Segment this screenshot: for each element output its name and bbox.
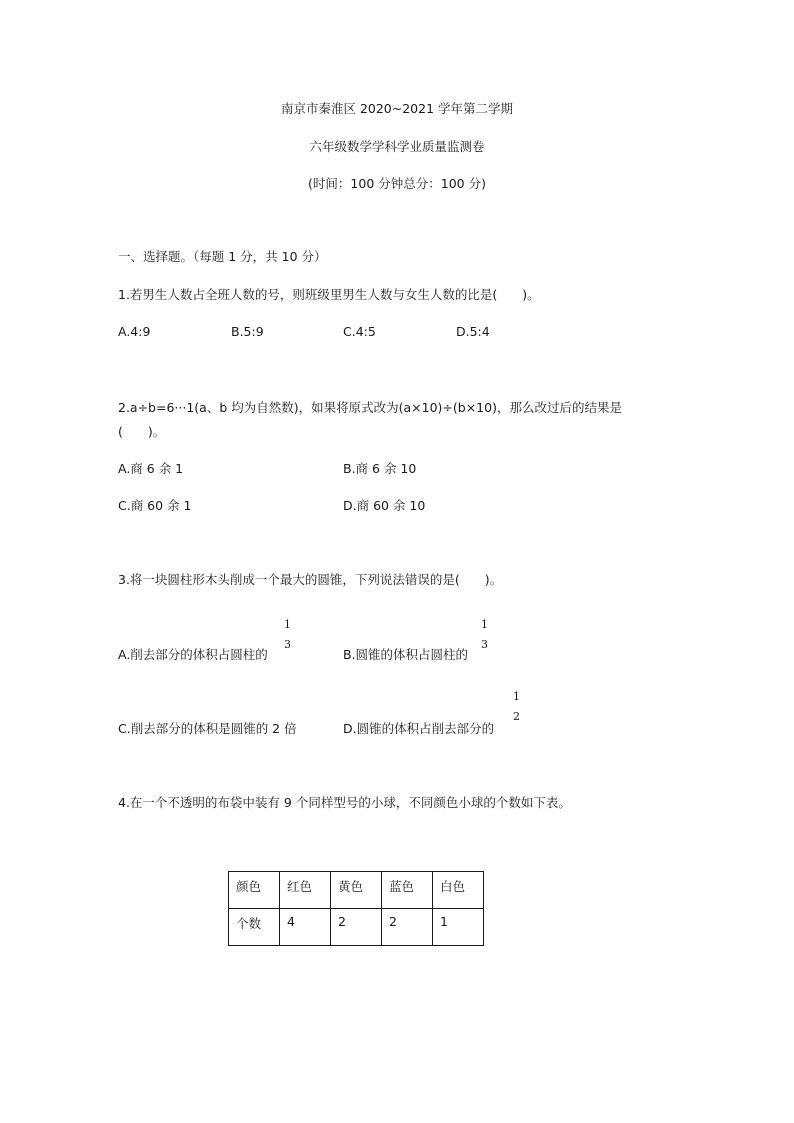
table-cell: 红色 [280, 872, 331, 909]
q3-option-a: A.削去部分的体积占圆柱的 [118, 647, 268, 662]
fraction-numerator: 1 [481, 618, 488, 631]
fraction-numerator: 1 [513, 690, 520, 703]
question-1: 1.若男生人数占全班人数的号，则班级里男生人数与女生人数的比是( )。 [118, 287, 540, 302]
q1-option-c: C.4:5 [343, 324, 376, 339]
q2-option-b: B.商 6 余 10 [343, 461, 417, 476]
q1-option-a: A.4:9 [118, 324, 151, 339]
q3-option-b-fraction [481, 619, 488, 651]
table-cell: 2 [331, 909, 382, 946]
table-cell: 颜色 [229, 872, 280, 909]
q2-option-c: C.商 60 余 1 [118, 498, 192, 513]
table-cell: 4 [280, 909, 331, 946]
table-row [229, 909, 484, 946]
exam-meta: (时间：100 分钟总分：100 分) [308, 176, 486, 191]
q3-option-c: C.削去部分的体积是圆锥的 2 倍 [118, 721, 297, 736]
fraction-denominator: 3 [481, 638, 488, 651]
exam-subtitle: 六年级数学学科学业质量监测卷 [309, 139, 485, 154]
exam-title: 南京市秦淮区 2020~2021 学年第二学期 [280, 101, 514, 116]
table-cell: 1 [433, 909, 484, 946]
q3-option-d-fraction [513, 691, 520, 723]
q2-option-d: D.商 60 余 10 [343, 498, 426, 513]
table-cell: 蓝色 [382, 872, 433, 909]
fraction-denominator: 3 [284, 638, 291, 651]
question-2-line-2: ( )。 [118, 424, 166, 439]
q1-option-d: D.5:4 [456, 324, 490, 339]
question-4: 4.在一个不透明的布袋中装有 9 个同样型号的小球，不同颜色小球的个数如下表。 [118, 795, 571, 810]
q2-option-a: A.商 6 余 1 [118, 461, 184, 476]
q3-option-a-fraction [284, 619, 291, 651]
table-cell: 2 [382, 909, 433, 946]
question-3: 3.将一块圆柱形木头削成一个最大的圆锥，下列说法错误的是( )。 [118, 572, 503, 587]
question-2-line-1: 2.a÷b=6···1(a、b 均为自然数)，如果将原式改为(a×10)÷(b×10)，那么改过后的结果是 [118, 400, 622, 415]
q3-option-b: B.圆锥的体积占圆柱的 [343, 647, 469, 662]
ball-count-table [228, 871, 484, 946]
q3-option-d: D.圆锥的体积占削去部分的 [343, 721, 495, 736]
fraction-numerator: 1 [284, 618, 291, 631]
section-heading: 一、选择题。（每题 1 分，共 10 分） [118, 249, 327, 264]
table-header-row [229, 872, 484, 909]
table-cell: 个数 [229, 909, 280, 946]
table-cell: 黄色 [331, 872, 382, 909]
table-cell: 白色 [433, 872, 484, 909]
q1-option-b: B.5:9 [231, 324, 264, 339]
fraction-denominator: 2 [513, 710, 520, 723]
